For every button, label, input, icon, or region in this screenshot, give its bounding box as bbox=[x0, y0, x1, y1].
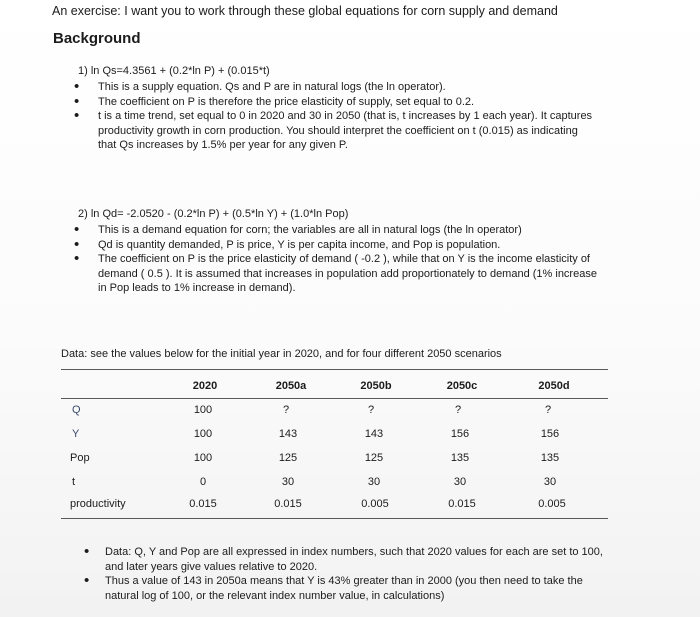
row-label: Pop bbox=[70, 452, 90, 464]
table-cell: ? bbox=[544, 404, 552, 416]
row-label: t bbox=[72, 476, 76, 488]
supply-bullet: • This is a supply equation. Qs and P are in natural logs (the ln operator). bbox=[74, 80, 596, 95]
table-cell: 156 bbox=[450, 428, 470, 440]
table-cell: 30 bbox=[367, 476, 381, 488]
note-item: • Thus a value of 143 in 2050a means that Y is 43% greater than in 2000 (you then need to take the natural log of 100, or the relevant index number value, in calculations) bbox=[84, 574, 609, 603]
table-cell: 135 bbox=[540, 452, 560, 464]
supply-bullet-list bbox=[74, 80, 596, 153]
table-cell: 30 bbox=[281, 476, 295, 488]
table-cell: 0 bbox=[199, 476, 207, 488]
table-cell: 0.015 bbox=[274, 498, 302, 510]
demand-bullet-list bbox=[74, 223, 604, 296]
table-cell: ? bbox=[367, 404, 375, 416]
table-cell: 125 bbox=[364, 452, 384, 464]
table-cell: 30 bbox=[543, 476, 557, 488]
background-heading: Background bbox=[53, 30, 141, 47]
table-cell: 0.015 bbox=[448, 498, 476, 510]
supply-bullet: • t is a time trend, set equal to 0 in 2020 and 30 in 2050 (that is, t increases by 1 each year). It captures productivity growth in corn production. You should interpret the coefficient on t (0.015) as indicating that Qs increases by 1.5% per year for any given P. bbox=[74, 109, 596, 153]
demand-equation: 2) ln Qd= -2.0520 - (0.2*ln P) + (0.5*ln Y) + (1.0*ln Pop) bbox=[78, 208, 349, 220]
table-cell: ? bbox=[282, 404, 290, 416]
table-cell: 0.005 bbox=[361, 498, 389, 510]
supply-bullet: • The coefficient on P is therefore the price elasticity of supply, set equal to 0.2. bbox=[74, 95, 596, 110]
table-cell: ? bbox=[454, 404, 462, 416]
demand-bullet: • This is a demand equation for corn; the variables are all in natural logs (the ln operator) bbox=[74, 223, 604, 238]
table-cell: 125 bbox=[278, 452, 298, 464]
demand-bullet: • Qd is quantity demanded, P is price, Y is per capita income, and Pop is population. bbox=[74, 238, 604, 253]
table-bottom-rule bbox=[61, 518, 608, 519]
table-top-rule bbox=[61, 369, 608, 370]
table-cell: 100 bbox=[193, 428, 213, 440]
column-header: 2050c bbox=[446, 380, 478, 392]
table-cell: 30 bbox=[453, 476, 467, 488]
table-cell: 100 bbox=[193, 452, 213, 464]
note-item: • Data: Q, Y and Pop are all expressed in index numbers, such that 2020 values for each are set to 100, and later years give values relative to 2020. bbox=[84, 545, 609, 574]
column-header: 2050d bbox=[538, 380, 570, 392]
table-cell: 100 bbox=[193, 404, 213, 416]
column-header: 2020 bbox=[192, 380, 218, 392]
table-cell: 143 bbox=[364, 428, 384, 440]
demand-bullet: • The coefficient on P is the price elasticity of demand ( -0.2 ), while that on Y is the income elasticity of demand ( 0.5 ). It is assumed that increases in population add proportionately to demand (1% increase in Pop leads to 1% increase in demand). bbox=[74, 252, 604, 296]
table-header-rule bbox=[61, 398, 608, 399]
supply-equation: 1) ln Qs=4.3561 + (0.2*ln P) + (0.015*t) bbox=[78, 65, 270, 77]
table-cell: 0.005 bbox=[538, 498, 566, 510]
table-cell: 0.015 bbox=[189, 498, 217, 510]
row-label: Q bbox=[72, 404, 81, 416]
table-cell: 143 bbox=[278, 428, 298, 440]
notes-list bbox=[84, 545, 609, 603]
intro-text: An exercise: I want you to work through these global equations for corn supply and demand bbox=[52, 4, 558, 18]
row-label: Y bbox=[72, 428, 80, 440]
row-label: productivity bbox=[70, 498, 126, 510]
column-header: 2050a bbox=[275, 380, 307, 392]
column-header: 2050b bbox=[360, 380, 392, 392]
table-cell: 156 bbox=[540, 428, 560, 440]
table-cell: 135 bbox=[450, 452, 470, 464]
data-intro-text: Data: see the values below for the initial year in 2020, and for four different 2050 scenarios bbox=[61, 348, 502, 360]
